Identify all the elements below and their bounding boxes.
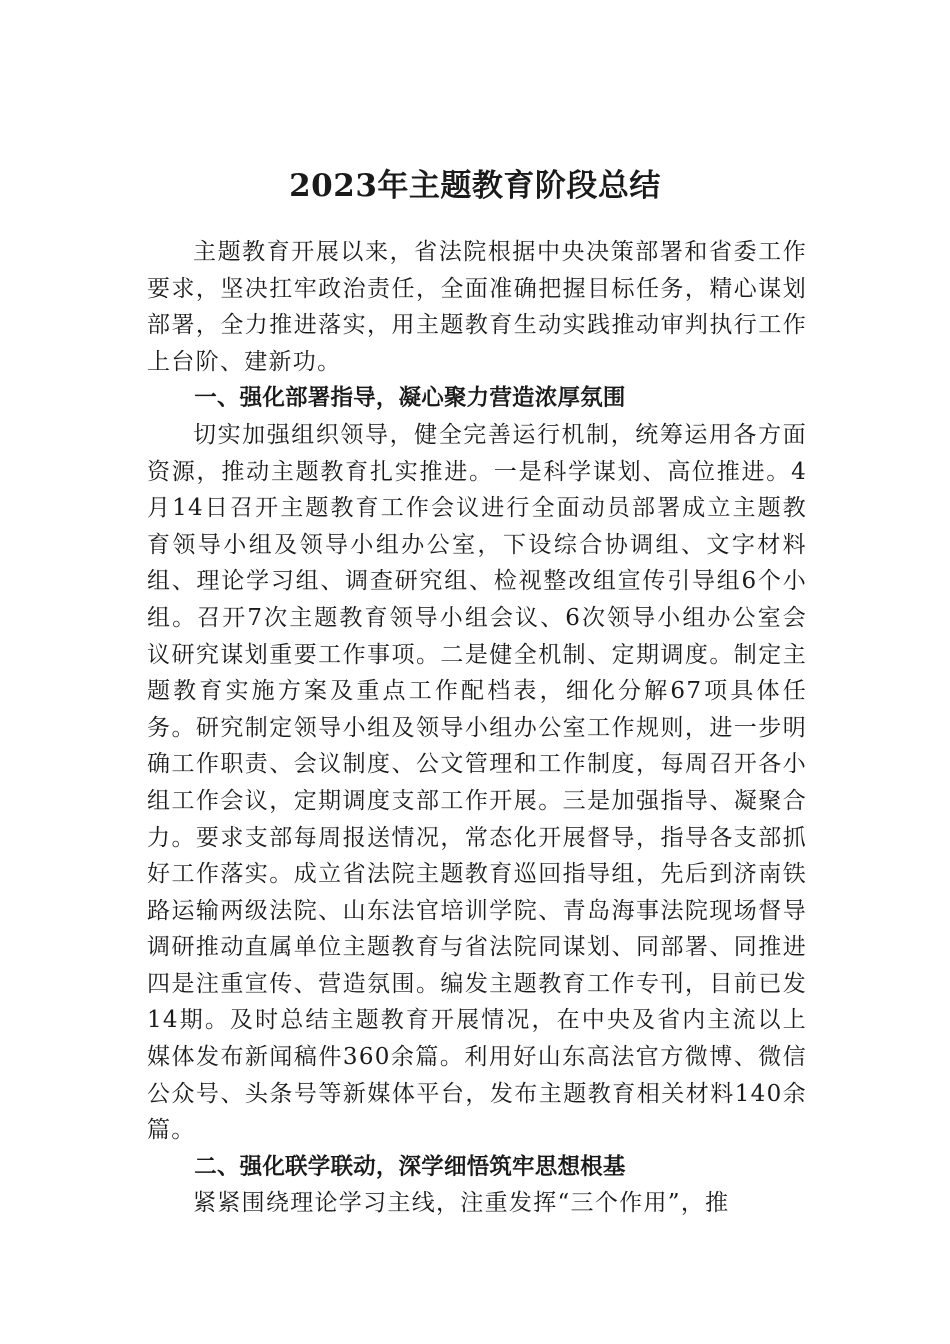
section-2-paragraph: 紧紧围绕理论学习主线，注重发挥“三个作用”，推 bbox=[193, 1190, 730, 1217]
document-title: 2023年主题教育阶段总结 bbox=[289, 168, 661, 204]
section-1-paragraph: 切实加强组织领导，健全完善运行机制，统筹运用各方面资源，推动主题教育扎实推进。一是科学谋划、高位推进。4月14日召开主题教育工作会议进行全面动员部署成立主题教育领导小组及领导小组办公室，下设综合协调组、文字材料组、理论学习组、调查研究组、检视整改组宣传引导组6个小组。召开7次主题教育领导小组会议、6次领导小组办公室会议研究谋划重要工作事项。二是健全机制、定期调度。制定主题教育实施方案及重点工作配档表，细化分解67项具体任务。研究制定领导小组及领导小组办公室工作规则，进一步明确工作职责、会议制度、公文管理和工作制度，每周召开各小组工作会议，定期调度支部工作开展。三是加强指导、凝聚合力。要求支部每周报送情况，常态化开展督导，指导各支部抓好工作落实。成立省法院主题教育巡回指导组，先后到济南铁路运输两级法院、山东法官培训学院、青岛海事法院现场督导调研推动直属单位主题教育与省法院同谋划、同部署、同推进四是注重宣传、营造氛围。编发主题教育工作专刊，目前已发14期。及时总结主题教育开展情况，在中央及省内主流以上媒体发布新闻稿件360余篇。利用好山东高法官方微博、微信公众号、头条号等新媒体平台，发布主题教育相关材料140余篇。 bbox=[147, 421, 807, 1144]
document-body bbox=[147, 234, 807, 1222]
section-1-heading: 一、强化部署指导，凝心聚力营造浓厚氛围 bbox=[194, 385, 626, 412]
intro-paragraph: 主题教育开展以来，省法院根据中央决策部署和省委工作要求，坚决扛牢政治责任，全面准确把握目标任务，精心谋划部署，全力推进落实，用主题教育生动实践推动审判执行工作上台阶、建新功。 bbox=[147, 239, 807, 375]
section-2-heading: 二、强化联学联动，深学细悟筑牢思想根基 bbox=[194, 1153, 626, 1180]
